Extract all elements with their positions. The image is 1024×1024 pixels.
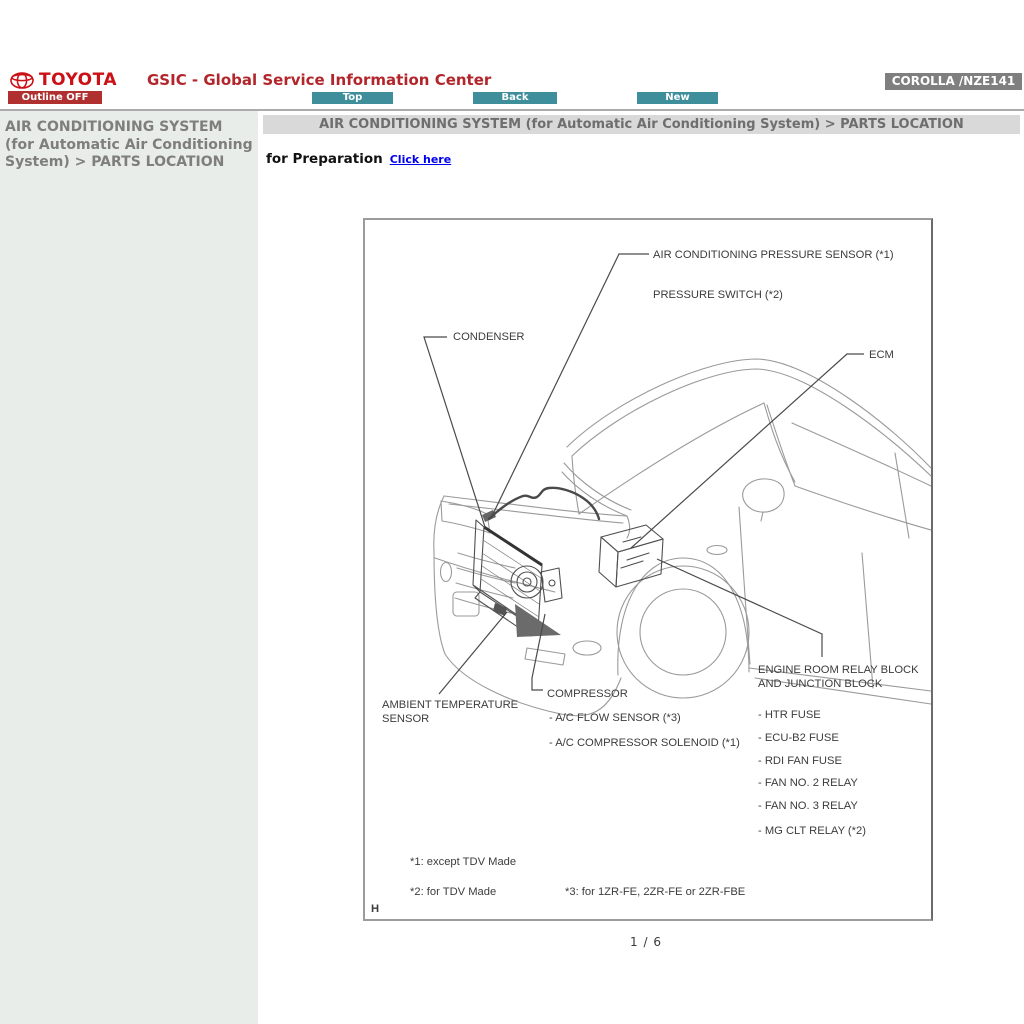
- relay-item: - ECU-B2 FUSE: [758, 732, 839, 744]
- preparation-click-here-link[interactable]: Click here: [389, 153, 452, 166]
- model-badge: COROLLA /NZE141: [885, 73, 1022, 90]
- footnote-2: *2: for TDV Made: [410, 886, 497, 898]
- toyota-emblem-icon: [10, 72, 34, 89]
- sidebar-section-title: AIR CONDITIONING SYSTEM (for Automatic Air Conditioning System) > PARTS LOCATION: [5, 119, 253, 170]
- label-ambient-line1: AMBIENT TEMPERATURE: [382, 699, 519, 711]
- compressor-item: - A/C COMPRESSOR SOLENOID (*1): [549, 737, 740, 749]
- compressor-item: - A/C FLOW SENSOR (*3): [549, 712, 681, 724]
- label-compressor: COMPRESSOR: [547, 688, 628, 700]
- sidebar: [0, 111, 258, 1024]
- label-relay-block-line2: AND JUNCTION BLOCK: [758, 678, 883, 690]
- footnote-3: *3: for 1ZR-FE, 2ZR-FE or 2ZR-FBE: [565, 886, 746, 898]
- relay-item: - MG CLT RELAY (*2): [758, 825, 866, 837]
- corner-mark: H: [371, 903, 380, 915]
- compressor-part: [511, 566, 562, 602]
- preparation-row: [266, 151, 451, 167]
- back-button[interactable]: Back: [473, 92, 557, 104]
- label-ecm: ECM: [869, 349, 894, 361]
- parts-location-diagram: [363, 218, 933, 921]
- label-condenser: CONDENSER: [453, 331, 525, 343]
- top-button[interactable]: Top: [312, 92, 393, 104]
- relay-item: - HTR FUSE: [758, 709, 821, 721]
- label-relay-block-line1: ENGINE ROOM RELAY BLOCK: [758, 664, 919, 676]
- car-illustration: [434, 359, 931, 716]
- new-button[interactable]: New: [637, 92, 718, 104]
- brand-text: TOYOTA: [39, 70, 118, 90]
- toyota-logo: [10, 70, 117, 90]
- relay-block-part: [599, 525, 663, 587]
- label-ambient-line2: SENSOR: [382, 713, 430, 725]
- outline-toggle-button[interactable]: Outline OFF: [8, 91, 102, 104]
- relay-item: - RDI FAN FUSE: [758, 755, 842, 767]
- preparation-label: for Preparation: [266, 151, 383, 167]
- page-indicator: 1 / 6: [630, 935, 662, 949]
- leader-lines: [424, 254, 864, 694]
- label-pressure-switch: PRESSURE SWITCH (*2): [653, 289, 783, 301]
- parts-location-figure: [365, 220, 931, 919]
- footnote-1: *1: except TDV Made: [410, 856, 517, 868]
- relay-item: - FAN NO. 3 RELAY: [758, 800, 858, 812]
- relay-item: - FAN NO. 2 RELAY: [758, 777, 858, 789]
- page-title: AIR CONDITIONING SYSTEM (for Automatic Air Conditioning System) > PARTS LOCATION: [263, 115, 1020, 134]
- label-pressure-sensor: AIR CONDITIONING PRESSURE SENSOR (*1): [653, 249, 894, 261]
- app-title: GSIC - Global Service Information Center: [147, 71, 492, 89]
